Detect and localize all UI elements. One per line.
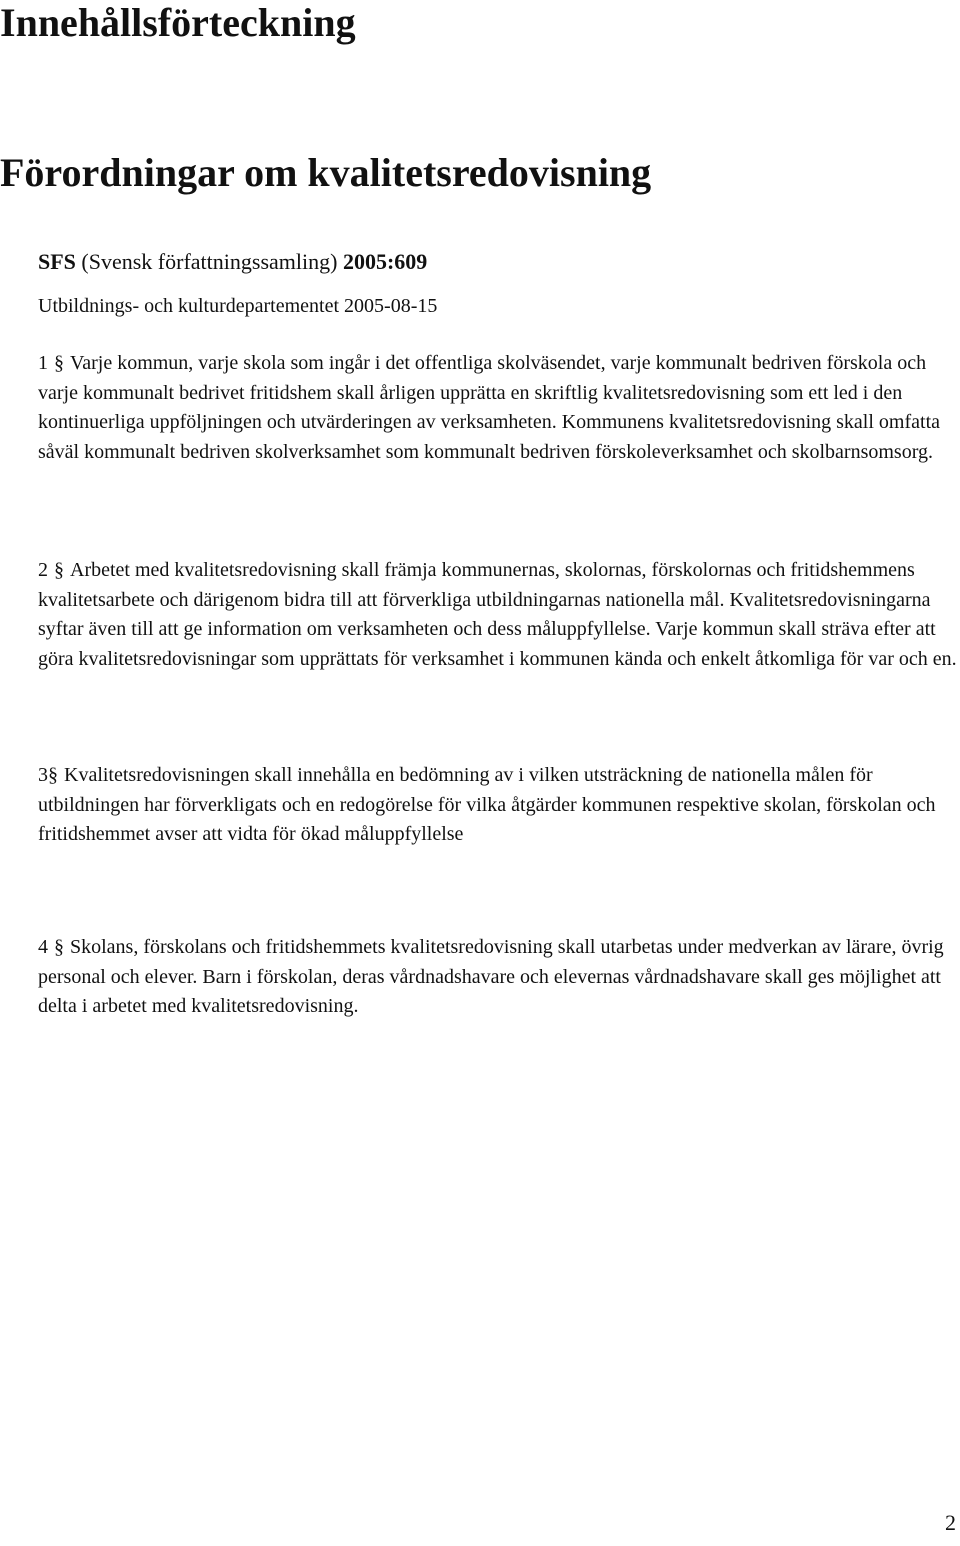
section-text: Skolans, förskolans och fritidshemmets kvalitetsredovisning skall utarbetas under medverkan av lärare, övrig personal och elever. Barn i förskolan, deras vårdnadshavare och elevernas vårdnadshavare skall ges möjlighet att delta i arbetet med kvalitetsredovisning. [38, 936, 944, 1017]
paragraph-sign: § [48, 764, 58, 786]
toc-title: Innehållsförteckning [0, 0, 356, 45]
document-title: Förordningar om kvalitetsredovisning [0, 150, 652, 195]
department-line: Utbildnings- och kulturdepartementet 2005-08-15 [38, 295, 438, 317]
section-4 [38, 933, 948, 1022]
paragraph-sign: § [54, 936, 64, 958]
sfs-full-name: (Svensk författningssamling) [81, 249, 338, 274]
section-number: 4 [38, 936, 48, 958]
page-number: 2 [945, 1510, 956, 1535]
section-3 [38, 761, 948, 850]
section-text: Arbetet med kvalitetsredovisning skall främja kommunernas, skolornas, förskolornas och fritidshemmens kvalitetsarbete och därigenom bidra till att förverkliga utbildningarnas nationella mål. Kvalitetsredovisningarna syftar även till att ge information om verksamheten och dess måluppfyllelse. Varje kommun skall sträva efter att göra kvalitetsredovisningar som upprättats för verksamhet i kommunen kända och enkelt åtkomliga för var och en. [38, 559, 957, 670]
section-number: 1 [38, 352, 48, 374]
section-text: Varje kommun, varje skola som ingår i det offentliga skolväsendet, varje kommunalt bedriven förskola och varje kommunalt bedrivet fritidshem skall årligen upprätta en skriftlig kvalitetsredovisning som ett led i den kontinuerliga uppföljningen och utvärderingen av verksamheten. Kommunens kvalitetsredovisning skall omfatta såväl kommunalt bedriven skolverksamhet som kommunalt bedriven förskoleverksamhet och skolbarnsomsorg. [38, 352, 941, 463]
section-number: 2 [38, 559, 48, 581]
section-1 [38, 349, 948, 467]
section-text: Kvalitetsredovisningen skall innehålla en bedömning av i vilken utsträckning de nationella målen för utbildningen har förverkligats och en redogörelse för vilka åtgärder kommunen respektive skolan, förskolan och fritidshemmet avser att vidta för ökad måluppfyllelse [38, 764, 936, 845]
sfs-number: 2005:609 [342, 249, 428, 274]
paragraph-sign: § [54, 352, 64, 374]
section-number: 3 [38, 764, 48, 786]
paragraph-sign: § [54, 559, 64, 581]
sfs-label: SFS [38, 249, 76, 274]
section-2 [38, 556, 960, 674]
sfs-heading [38, 247, 427, 277]
